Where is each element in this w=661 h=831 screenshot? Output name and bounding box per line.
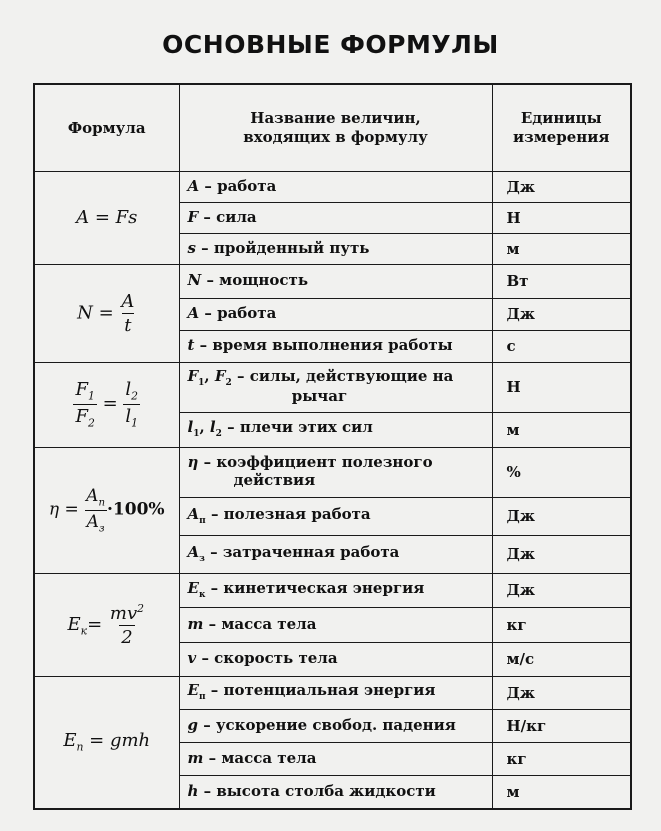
quantity-unit: Дж	[492, 497, 631, 535]
quantity-name: A – работа	[179, 171, 492, 202]
quantity-unit: %	[492, 447, 631, 497]
header-row	[34, 84, 631, 171]
quantity-unit: Дж	[492, 676, 631, 709]
quantity-unit: Дж	[492, 535, 631, 573]
quantity-name: $A_п$ – полезная работа	[179, 497, 492, 535]
page-title: ОСНОВНЫЕ ФОРМУЛЫ	[162, 30, 499, 59]
quantity-unit: Дж	[492, 573, 631, 607]
table-row	[34, 447, 631, 497]
quantity-name: m – масса тела	[179, 607, 492, 642]
table-row	[34, 573, 631, 607]
quantity-unit: м	[492, 775, 631, 809]
formula-potential-energy: $E_п$ = gmh	[34, 676, 179, 809]
quantity-unit: Н	[492, 202, 631, 233]
quantity-name: t – время выполнения работы	[179, 330, 492, 362]
quantity-unit: кг	[492, 742, 631, 775]
quantity-name: $A_з$ – затраченная работа	[179, 535, 492, 573]
quantity-name: N – мощность	[179, 264, 492, 298]
quantity-unit: с	[492, 330, 631, 362]
quantity-unit: кг	[492, 607, 631, 642]
formula-power: N = $\frac{A}{t}$	[34, 264, 179, 362]
quantity-unit: Н	[492, 362, 631, 412]
table-row	[34, 676, 631, 709]
formula-lever: $\frac{F_1}{F_2}$ = $\frac{l_2}{l_1}$	[34, 362, 179, 447]
quantity-name: s – пройденный путь	[179, 233, 492, 264]
quantity-unit: Дж	[492, 171, 631, 202]
quantity-unit: м	[492, 412, 631, 447]
quantity-name: $F_1$, $F_2$ – силы, действующие на рычаг	[179, 362, 492, 412]
quantity-name: $E_п$ – потенциальная энергия	[179, 676, 492, 709]
header-names: Название величин, входящих в формулу	[179, 84, 492, 171]
quantity-name: $l_1$, $l_2$ – плечи этих сил	[179, 412, 492, 447]
quantity-name: g – ускорение свобод. падения	[179, 709, 492, 742]
table-row	[34, 264, 631, 298]
quantity-unit: м/с	[492, 642, 631, 676]
formula-work: A = Fs	[34, 171, 179, 264]
quantity-name: A – работа	[179, 298, 492, 330]
formula-kinetic-energy: $E_к=$ $\frac{mv^2}{2}$	[34, 573, 179, 676]
quantity-name: $E_к$ – кинетическая энергия	[179, 573, 492, 607]
formulas-table	[33, 83, 632, 810]
quantity-name: η – коэффициент полезного действия	[179, 447, 492, 497]
header-units: Единицы измерения	[492, 84, 631, 171]
table-row	[34, 362, 631, 412]
header-formula: Формула	[34, 84, 179, 171]
quantity-unit: Н/кг	[492, 709, 631, 742]
formula-efficiency: η = $\frac{A_п}{A_з}$ ·100%	[34, 447, 179, 573]
quantity-unit: м	[492, 233, 631, 264]
quantity-name: F – сила	[179, 202, 492, 233]
table-row	[34, 171, 631, 202]
quantity-name: v – скорость тела	[179, 642, 492, 676]
quantity-name: m – масса тела	[179, 742, 492, 775]
quantity-unit: Вт	[492, 264, 631, 298]
quantity-name: h – высота столба жидкости	[179, 775, 492, 809]
quantity-unit: Дж	[492, 298, 631, 330]
